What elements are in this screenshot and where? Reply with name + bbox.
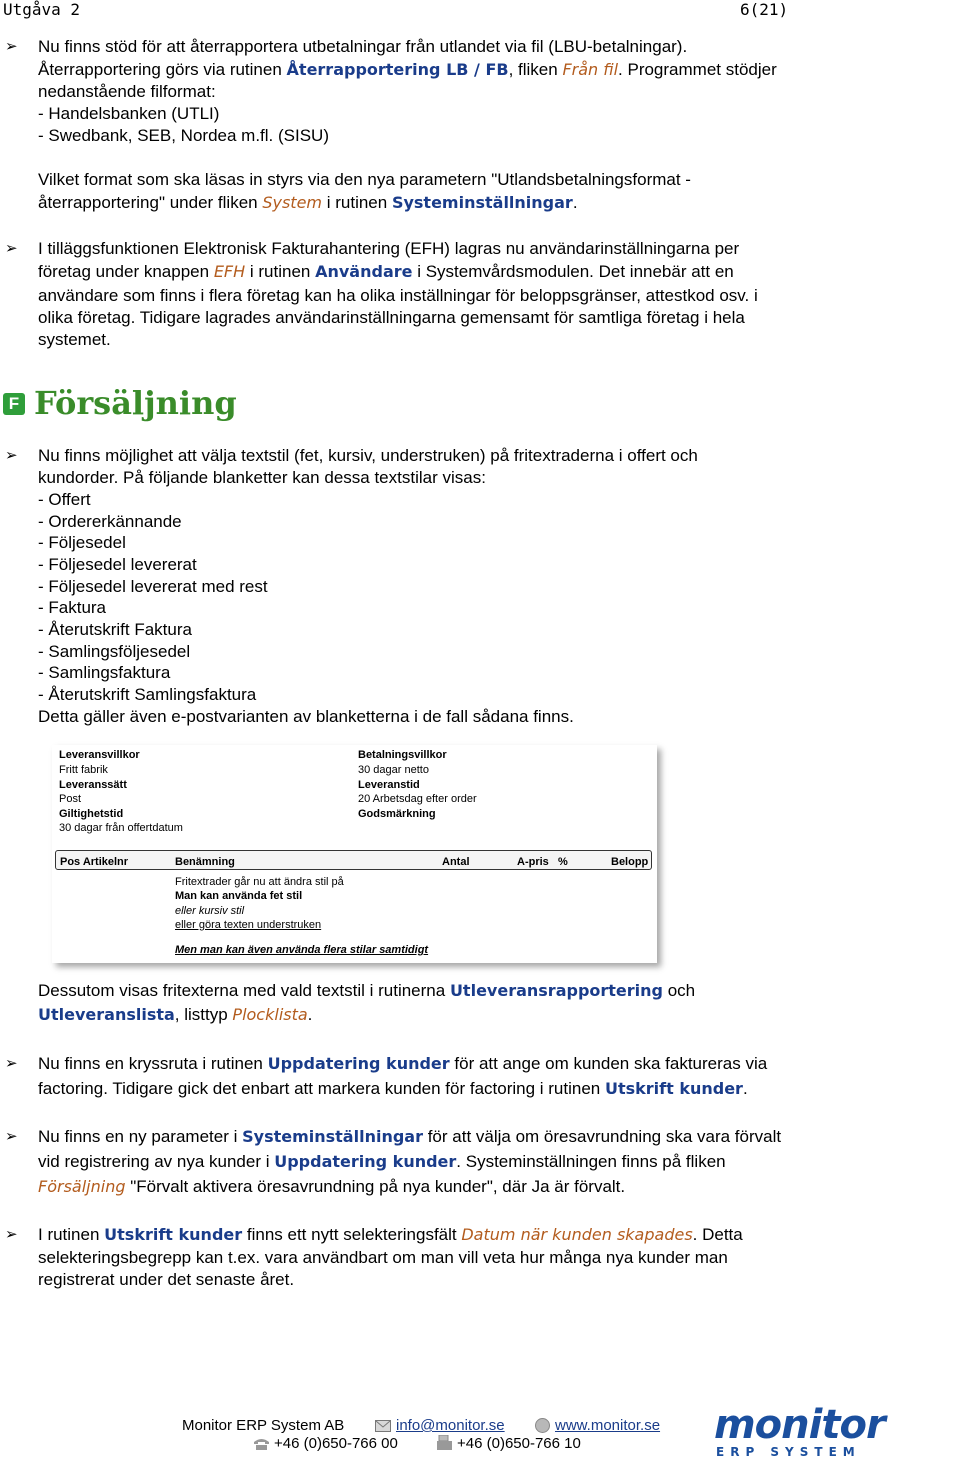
- form-label: Godsmärkning: [358, 808, 436, 820]
- column-header: Antal: [442, 856, 470, 868]
- table-row: eller göra texten understruken: [175, 919, 322, 931]
- list-item: - Följesedel levererat: [38, 555, 197, 574]
- list-item: - Återutskrift Faktura: [38, 620, 192, 639]
- p1-line7: återrapportering" under fliken System i rutinen Systeminställningar.: [38, 193, 578, 212]
- p6-line3: Försäljning "Förvalt aktivera öresavrundning på nya kunder", där Ja är förvalt.: [38, 1177, 626, 1196]
- logo-subtitle: ERP SYSTEM: [716, 1445, 861, 1458]
- p3-line1: Nu finns möjlighet att välja textstil (fet, kursiv, understruken) på fritextraderna i offert och: [38, 446, 698, 465]
- form-value: Post: [59, 793, 82, 805]
- p2-line2: företag under knappen EFH i rutinen Användare i Systemvårdsmodulen. Det innebär att en: [38, 262, 734, 281]
- column-header: A-pris: [517, 856, 549, 868]
- p4-line2: Utleveranslista, listtyp Plocklista.: [38, 1005, 313, 1024]
- table-row: Men man kan även använda flera stilar samtidigt: [175, 944, 429, 956]
- p1-line6: Vilket format som ska läsas in styrs via den nya parametern "Utlandsbetalningsformat -: [38, 170, 691, 189]
- bullet-arrow-icon: ➢: [5, 37, 18, 55]
- list-item: - Följesedel levererat med rest: [38, 577, 268, 596]
- monitor-logo-icon: [712, 1398, 902, 1458]
- form-value: 30 dagar från offertdatum: [59, 822, 183, 834]
- column-header: Benämning: [175, 856, 235, 868]
- p5-line2: factoring. Tidigare gick det enbart att markera kunden för factoring i rutinen Utskrift kunder.: [38, 1079, 748, 1098]
- bullet-arrow-icon: ➢: [5, 1127, 18, 1145]
- list-item: - Följesedel: [38, 533, 126, 552]
- p5-line1: Nu finns en kryssruta i rutinen Uppdatering kunder för att ange om kunden ska faktureras via: [38, 1054, 768, 1073]
- p6-line1: Nu finns en ny parameter i Systeminställningar för att välja om öresavrundning ska vara förvalt: [38, 1127, 782, 1146]
- bullet-arrow-icon: ➢: [5, 239, 18, 257]
- fax-number: +46 (0)650-766 10: [457, 1435, 581, 1452]
- p7-line2: selekteringsbegrepp kan t.ex. vara användbart om man vill veta hur många nya kunder man: [38, 1248, 728, 1267]
- email-link[interactable]: info@monitor.se: [396, 1417, 505, 1434]
- p3-line-end: Detta gäller även e-postvarianten av blanketterna i de fall sådana finns.: [38, 707, 574, 726]
- globe-icon: [535, 1418, 550, 1433]
- p1-line3: nedanstående filformat:: [38, 82, 216, 101]
- column-header: %: [558, 856, 568, 868]
- p1-line2: Återrapportering görs via rutinen Återrapportering LB / FB, fliken Från fil. Programmet stödjer: [38, 60, 777, 79]
- list-item: - Ordererkännande: [38, 512, 182, 531]
- mail-icon: [375, 1420, 391, 1432]
- form-label: Leveransvillkor: [59, 749, 140, 761]
- phone-number: +46 (0)650-766 00: [274, 1435, 398, 1452]
- p1-line4: - Handelsbanken (UTLI): [38, 104, 220, 123]
- form-value: Fritt fabrik: [59, 764, 108, 776]
- p7-line1: I rutinen Utskrift kunder finns ett nytt selekteringsfält Datum när kunden skapades. Detta: [38, 1225, 743, 1244]
- list-item: - Offert: [38, 490, 91, 509]
- form-label: Betalningsvillkor: [358, 749, 447, 761]
- form-value: 30 dagar netto: [358, 764, 429, 776]
- p1-line5: - Swedbank, SEB, Nordea m.fl. (SISU): [38, 126, 329, 145]
- p2-line5: systemet.: [38, 330, 111, 349]
- table-row: eller kursiv stil: [175, 905, 245, 917]
- p6-line2: vid registrering av nya kunder i Uppdatering kunder. Systeminställningen finns på fliken: [38, 1152, 726, 1171]
- column-header: Pos Artikelnr: [60, 856, 129, 868]
- list-item: - Återutskrift Samlingsfaktura: [38, 685, 257, 704]
- form-label: Leveranssätt: [59, 779, 127, 791]
- bullet-arrow-icon: ➢: [5, 446, 18, 464]
- table-row: Man kan använda fet stil: [175, 890, 303, 902]
- p4-line1: Dessutom visas fritexterna med vald textstil i rutinerna Utleveransrapportering och: [38, 981, 696, 1000]
- p1-line1: Nu finns stöd för att återrapportera utbetalningar från utlandet via fil (LBU-betalningar).: [38, 37, 688, 56]
- bullet-arrow-icon: ➢: [5, 1054, 18, 1072]
- form-label: Leveranstid: [358, 779, 420, 791]
- form-label: Giltighetstid: [59, 808, 124, 820]
- p2-line1: I tilläggsfunktionen Elektronisk Fakturahantering (EFH) lagras nu användarinställningarna per: [38, 239, 740, 258]
- column-header: Belopp: [611, 856, 649, 868]
- bullet-arrow-icon: ➢: [5, 1225, 18, 1243]
- footer-company: Monitor ERP System AB: [182, 1417, 345, 1434]
- p3-line2: kundorder. På följande blanketter kan dessa textstilar visas:: [38, 468, 486, 487]
- phone-icon: [253, 1437, 270, 1450]
- page-number: 6(21): [740, 0, 789, 19]
- list-item: - Samlingsföljesedel: [38, 642, 191, 661]
- form-value: 20 Arbetsdag efter order: [358, 793, 477, 805]
- monitor-logo: [712, 1398, 902, 1463]
- edition-label: Utgåva 2: [3, 0, 81, 19]
- p7-line3: registrerat under det senaste året.: [38, 1270, 295, 1289]
- section-f-icon: F: [3, 393, 25, 415]
- fax-icon: [437, 1435, 452, 1450]
- p2-line4: olika företag. Tidigare lagrades användarinställningarna gemensamt för samtliga företag i hela: [38, 308, 745, 327]
- table-row: Fritextrader går nu att ändra stil på: [175, 876, 344, 888]
- form-example-image: [52, 745, 657, 963]
- list-item: - Samlingsfaktura: [38, 663, 171, 682]
- list-item: - Faktura: [38, 598, 107, 617]
- p2-line3: användare som finns i flera företag kan ha olika inställningar för beloppsgränser, attestkod osv. i: [38, 286, 758, 305]
- website-link[interactable]: www.monitor.se: [555, 1417, 661, 1434]
- logo-wordmark: monitor: [714, 1402, 885, 1448]
- section-title: Försäljning: [34, 384, 237, 422]
